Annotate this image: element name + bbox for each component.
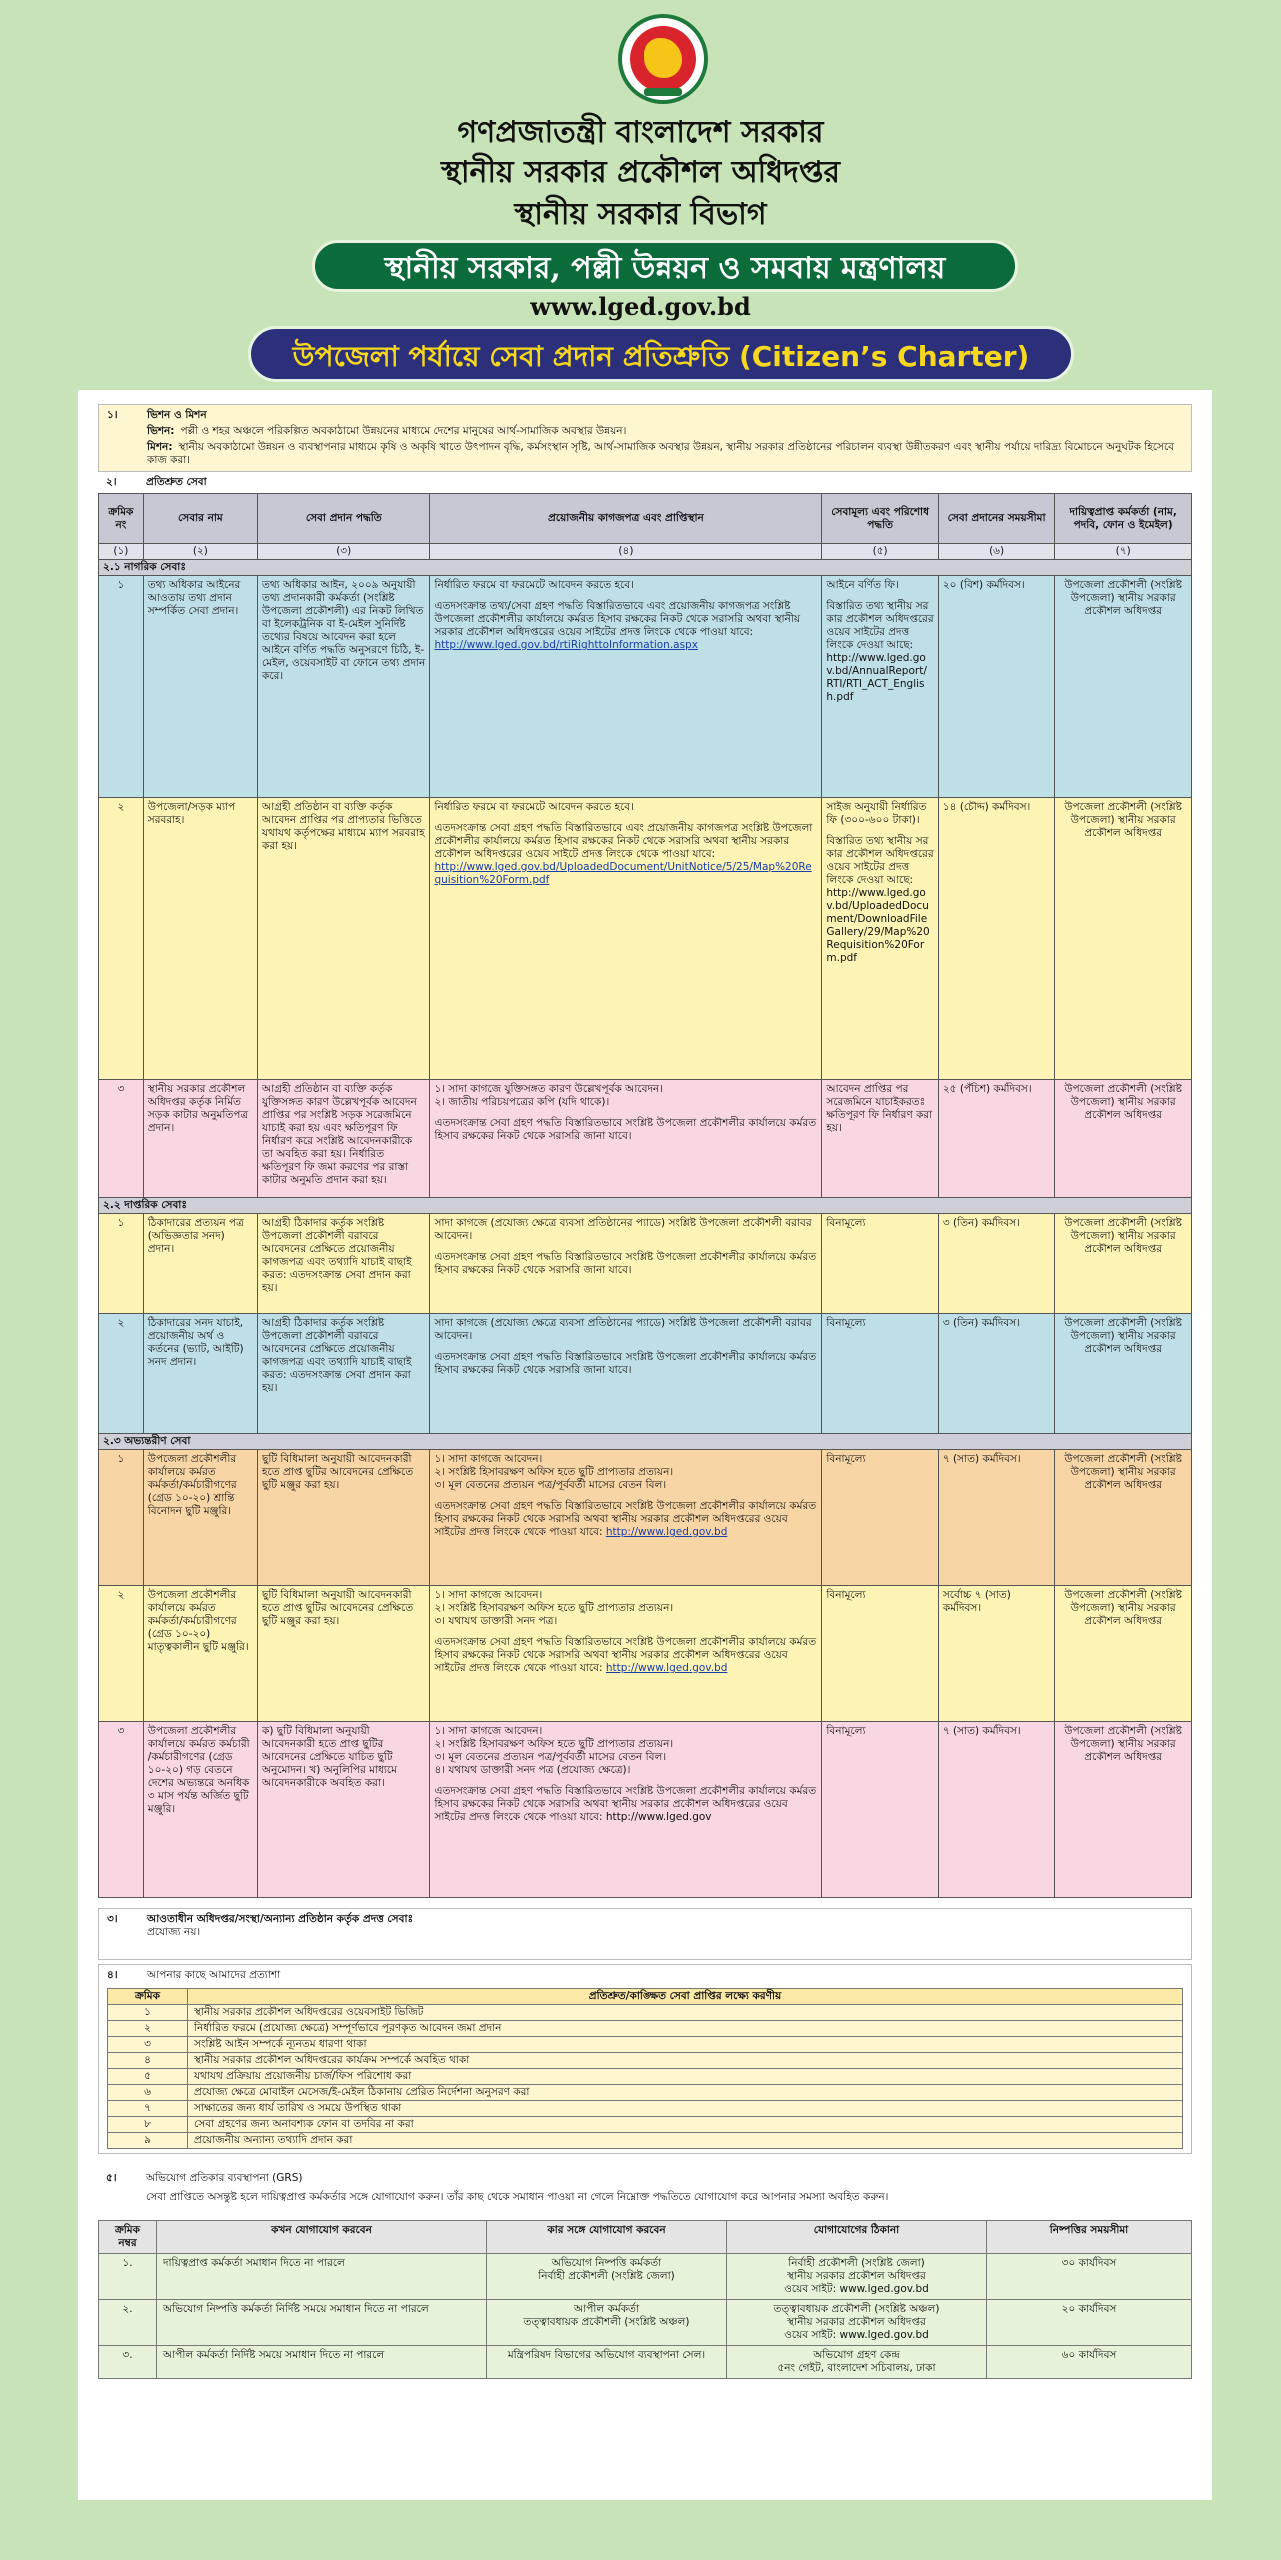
service-time: ২০ (বিশ) কর্মদিবস। [938, 576, 1054, 798]
section-title: আওতাধীন অধিদপ্তর/সংস্থা/অন্যান্য প্রতিষ্ঠান কর্তৃক প্রদত্ত সেবাঃ [147, 1913, 414, 1925]
contact-role-detail: নির্বাহী প্রকৌশলী (সংশ্লিষ্ট জেলা) [538, 2270, 675, 2282]
item-text: সেবা গ্রহণের জন্য অনাবশ্যক ফোন বা তদবির না করা [188, 2117, 1183, 2133]
row-serial: ১ [99, 576, 144, 798]
section-number: ১। [107, 409, 118, 421]
website-link[interactable]: www.lged.gov.bd [530, 292, 751, 321]
map-form-link[interactable]: http://www.lged.gov.bd/UploadedDocument/UnitNotice/5/25/Map%20Requisition%20Form.pdf [434, 861, 812, 886]
col-header: যোগাযোগের ঠিকানা [727, 2221, 987, 2254]
fee-link[interactable]: http://www.lged.gov.bd/AnnualReport/RTI/RTI_ACT_English.pdf [826, 652, 927, 703]
item-number: ৬ [108, 2085, 188, 2101]
docs-line: ৩। যথাযথ ডাক্তারী সনদ পত্র। [434, 1615, 558, 1627]
service-docs [430, 1080, 822, 1198]
category-row [99, 1198, 1192, 1214]
item-number: ৯ [108, 2133, 188, 2149]
row-serial: ২ [99, 1586, 144, 1722]
government-title: গণপ্রজাতন্ত্রী বাংলাদেশ সরকার [457, 115, 824, 150]
emblem-map-icon [644, 38, 682, 78]
service-docs [430, 1586, 822, 1722]
responsible-officer: উপজেলা প্রকৌশলী (সংশ্লিষ্ট উপজেলা) স্থানীয় সরকার প্রকৌশল অধিদপ্তর [1055, 1314, 1192, 1434]
resolution-time: ৩০ কার্যদিবস [987, 2254, 1192, 2300]
docs-line: ১। সাদা কাগজে যুক্তিসঙ্গত কারণ উল্লেখপূর্বক আবেদন। [434, 1083, 663, 1095]
expectations-table [107, 1988, 1183, 2149]
list-item [108, 2085, 1183, 2101]
service-name: স্থানীয় সরকার প্রকৌশল অধিদপ্তর কর্তৃক নির্মিত সড়ক কাটার অনুমতিপত্র প্রদান। [143, 1080, 257, 1198]
item-number: ৪ [108, 2053, 188, 2069]
item-number: ২ [108, 2021, 188, 2037]
mission-line [107, 441, 1183, 467]
row-serial: ৩ [99, 1080, 144, 1198]
docs-line: এতদসংক্রান্ত তথ্য/সেবা গ্রহণ পদ্ধতি বিস্তারিতভাবে এবং প্রয়োজনীয় কাগজপত্র সংশ্লিষ্ট উপজেলা প্রকৌশলীর কার্যালয়ে কর্মরত হিসাব রক্ষকের নিকট থেকে সরাসরি অথবা স্থানীয় সরকার প্রকৌশল অধিদপ্তরের ওয়েব সাইটের প্রদত্ত লিংকে থেকে পাওয়া যাবে: [434, 600, 801, 638]
grievance-section [98, 2168, 1192, 2220]
citizen-charter-banner: উপজেলা পর্যায়ে সেবা প্রদান প্রতিশ্রুতি (Citizen’s Charter) [248, 326, 1074, 382]
item-number: ৮ [108, 2117, 188, 2133]
ministry-banner: স্থানীয় সরকার, পল্লী উন্নয়ন ও সমবায় মন্ত্রণালয় [312, 240, 1018, 292]
docs-line: এতদসংক্রান্ত সেবা গ্রহণ পদ্ধতি বিস্তারিতভাবে এবং প্রয়োজনীয় কাগজপত্র সংশ্লিষ্ট উপজেলা প্রকৌশলীর কার্যালয়ে কর্মরত হিসাব রক্ষকের নিকট থেকে সরাসরি অথবা স্থানীয় সরকার প্রকৌশল অধিদপ্তরের ওয়েব সাইটে প্রদত্ত লিংকে থেকে পাওয়া যাবে: [434, 822, 813, 860]
col-header: প্রয়োজনীয় কাগজপত্র এবং প্রাপ্তিস্থান [430, 494, 822, 544]
resolution-time: ২০ কার্যদিবস [987, 2300, 1192, 2346]
item-text: নির্ধারিত ফরমে (প্রযোজ্য ক্ষেত্রে) সম্পূর্ণভাবে পূরণকৃত আবেদন জমা প্রদান [188, 2021, 1183, 2037]
service-method: আগ্রহী প্রতিষ্ঠান বা ব্যক্তি কর্তৃক যুক্তিসঙ্গত কারণ উল্লেখপূর্বক আবেদন প্রাপ্তির পর সংশ্লিষ্ট সড়ক সরেজমিনে যাচাই করা হয় এবং ক্ষতিপূরণ ফি নির্ধারণ করে সংশ্লিষ্ট আবেদনকারীকে তা অবহিত করা হয়। নির্ধারিত ক্ষতিপূরণ ফি জমা করণের পর রাস্তা কাটার অনুমতি প্রদান করা হয়। [258, 1080, 430, 1198]
responsible-officer: উপজেলা প্রকৌশলী (সংশ্লিষ্ট উপজেলা) স্থানীয় সরকার প্রকৌশল অধিদপ্তর [1055, 1722, 1192, 1898]
docs-line: ৩। মূল বেতনের প্রত্যয়ন পত্র/পূর্ববর্তী মাসের বেতন বিল। [434, 1479, 667, 1491]
service-docs [430, 1450, 822, 1586]
vision-mission-section [98, 404, 1192, 472]
item-text: সংশ্লিষ্ট আইন সম্পর্কে ন্যূনতম ধারণা থাকা [188, 2037, 1183, 2053]
contact-address [727, 2346, 987, 2379]
responsible-officer: উপজেলা প্রকৌশলী (সংশ্লিষ্ট উপজেলা) স্থানীয় সরকার প্রকৌশল অধিদপ্তর [1055, 576, 1192, 798]
docs-line: এতদসংক্রান্ত সেবা গ্রহণ পদ্ধতি বিস্তারিতভাবে সংশ্লিষ্ট উপজেলা প্রকৌশলীর কার্যালয়ে কর্মরত হিসাব রক্ষকের নিকট থেকে সরাসরি জানা যাবে। [434, 1351, 817, 1376]
whom-to-contact [487, 2346, 727, 2379]
when-to-contact: আপীল কর্মকর্তা নির্দিষ্ট সময়ে সমাধান দিতে না পারলে [157, 2346, 487, 2379]
vision-line [107, 425, 1183, 438]
docs-line: এতদসংক্রান্ত সেবা গ্রহণ পদ্ধতি বিস্তারিতভাবে সংশ্লিষ্ট উপজেলা প্রকৌশলীর কার্যালয়ে কর্মরত হিসাব রক্ষকের নিকট থেকে সরাসরি অথবা স্থানীয় সরকার প্রকৌশল অধিদপ্তরের ওয়েব সাইটের প্রদত্ত লিংকে থেকে পাওয়া যাবে: [434, 1500, 817, 1538]
category-label: ২.২ দাপ্তরিক সেবাঃ [99, 1198, 1192, 1214]
docs-line: ২। সংশ্লিষ্ট হিসাবরক্ষণ অফিস হতে ছুটি প্রাপ্যতার প্রত্যয়ন। [434, 1466, 674, 1478]
list-item [108, 2021, 1183, 2037]
col-header: সেবামূল্য এবং পরিশোধ পদ্ধতি [822, 494, 938, 544]
when-to-contact: অভিযোগ নিষ্পত্তি কর্মকর্তা নির্দিষ্ট সময়ে সমাধান দিতে না পারলে [157, 2300, 487, 2346]
item-number: ১ [108, 2005, 188, 2021]
category-row [99, 1434, 1192, 1450]
col-header: সেবা প্রদানের সময়সীমা [938, 494, 1054, 544]
service-method: তথ্য অধিকার আইন, ২০০৯ অনুযায়ী তথ্য প্রদানকারী কর্মকর্তা (সংশ্লিষ্ট উপজেলা প্রকৌশলী) এর নিকট লিখিত বা ইলেকট্রনিক বা ই-মেইল সুনির্দিষ্ট তথ্যের বিষয়ে আবেদন করা হলে আইনে বর্ণিত পদ্ধতি অনুসরণে চিঠি, ই-মেইল, ওয়েবসাইট বা ফোনে তথ্য প্রদান করে। [258, 576, 430, 798]
fee-line: আইনে বর্ণিত ফি। [826, 579, 899, 591]
col-number: (৭) [1055, 544, 1192, 560]
category-row [99, 560, 1192, 576]
contact-role: অভিযোগ নিষ্পত্তি কর্মকর্তা [551, 2257, 662, 2269]
item-text: যথাযথ প্রক্রিয়ায় প্রয়োজনীয় চার্জ/ফিস পরিশোধ করা [188, 2069, 1183, 2085]
service-docs [430, 1722, 822, 1898]
row-serial: ৩ [99, 1722, 144, 1898]
service-fee: বিনামূল্যে [822, 1586, 938, 1722]
service-table [98, 493, 1192, 1898]
table-row [99, 1450, 1192, 1586]
service-name: ঠিকাদারের প্রত্যয়ন পত্র (অভিজ্ঞতার সনদ) প্রদান। [143, 1214, 257, 1314]
table-row [99, 576, 1192, 798]
page-header [0, 0, 1281, 388]
service-name: ঠিকাদারের সনদ যাচাই, প্রয়োজনীয় অর্থ ও কর্তনের (ভ্যাট, আইটি) সনদ প্রদান। [143, 1314, 257, 1434]
list-item [108, 2053, 1183, 2069]
docs-line: সাদা কাগজে (প্রযোজ্য ক্ষেত্রে ব্যবসা প্রতিষ্ঠানের প্যাডে) সংশ্লিষ্ট উপজেলা প্রকৌশলী বরাবর আবেদন। [434, 1217, 812, 1242]
col-header: সেবা প্রদান পদ্ধতি [258, 494, 430, 544]
service-method: ক) ছুটি বিধিমালা অনুযায়ী আবেদনকারী হতে প্রাপ্ত ছুটির আবেদনের প্রেক্ষিতে যাচিত ছুটি অনুমোদন। খ) অনুলিপির মাধ্যমে আবেদনকারীকে অবহিত করা। [258, 1722, 430, 1898]
col-number: (৪) [430, 544, 822, 560]
table-row [99, 798, 1192, 1080]
address-line: তত্ত্বাবধায়ক প্রকৌশলী (সংশ্লিষ্ট অঞ্চল) [773, 2303, 940, 2315]
row-serial: ২ [99, 798, 144, 1080]
col-number: (১) [99, 544, 144, 560]
responsible-officer: উপজেলা প্রকৌশলী (সংশ্লিষ্ট উপজেলা) স্থানীয় সরকার প্রকৌশল অধিদপ্তর [1055, 798, 1192, 1080]
responsible-officer: উপজেলা প্রকৌশলী (সংশ্লিষ্ট উপজেলা) স্থানীয় সরকার প্রকৌশল অধিদপ্তর [1055, 1080, 1192, 1198]
service-table-header [99, 494, 1192, 544]
service-fee: বিনামূল্যে [822, 1314, 938, 1434]
list-item [108, 2133, 1183, 2149]
table-row [99, 1080, 1192, 1198]
division-title: স্থানীয় সরকার বিভাগ [514, 197, 767, 232]
service-time: ৩ (তিন) কর্মদিবস। [938, 1214, 1054, 1314]
section-title: প্রতিশ্রুত সেবা [146, 476, 207, 488]
responsible-officer: উপজেলা প্রকৌশলী (সংশ্লিষ্ট উপজেলা) স্থানীয় সরকার প্রকৌশল অধিদপ্তর [1055, 1450, 1192, 1586]
section-number: ২। [106, 476, 117, 488]
section-number: ৩। [107, 1913, 118, 1925]
docs-line: ৩। মূল বেতনের প্রত্যয়ন পত্র/পূর্ববর্তী মাসের বেতন বিল। [434, 1751, 667, 1763]
table-row [99, 1586, 1192, 1722]
list-item [108, 2069, 1183, 2085]
service-docs [430, 1314, 822, 1434]
row-serial: ১ [99, 1450, 144, 1586]
address-line: নির্বাহী প্রকৌশলী (সংশ্লিষ্ট জেলা) [788, 2257, 925, 2269]
vision-text: পল্লী ও শহর অঞ্চলে পরিকল্পিত অবকাঠামো উন্নয়নের মাধ্যমে দেশের মানুষের আর্থ-সামাজিক অবস্থার উন্নয়ন। [180, 425, 627, 437]
item-text: প্রযোজ্য ক্ষেত্রে মোবাইল মেসেজ/ই-মেইল ঠিকানায় প্রেরিত নির্দেশনা অনুসরণ করা [188, 2085, 1183, 2101]
service-method: আগ্রহী ঠিকাদার কর্তৃক সংশ্লিষ্ট উপজেলা প্রকৌশলী বরাবরে আবেদনের প্রেক্ষিতে প্রয়োজনীয় কাগজপত্র এবং তথ্যাদি যাচাই বাছাই করত: এতদসংক্রান্ত সেবা প্রদান করা হয়। [258, 1314, 430, 1434]
item-text: স্থানীয় সরকার প্রকৌশল অধিদপ্তরের ওয়েবসাইট ভিজিট [188, 2005, 1183, 2021]
service-time: ৭ (সাত) কর্মদিবস। [938, 1722, 1054, 1898]
col-number: (২) [143, 544, 257, 560]
docs-line: ৪। যথাযথ ডাক্তারী সনদ পত্র (প্রযোজ্য ক্ষেত্রে)। [434, 1764, 631, 1776]
fee-line: সাইজ অনুযায়ী নির্ধারিত ফি (৩০০-৬০০ টাকা)। [826, 801, 927, 826]
address-line: স্থানীয় সরকার প্রকৌশল অধিদপ্তর [787, 2270, 926, 2282]
contact-address [727, 2254, 987, 2300]
department-title: স্থানীয় সরকার প্রকৌশল অধিদপ্তর [441, 155, 840, 190]
service-method: ছুটি বিধিমালা অনুযায়ী আবেদনকারী হতে প্রাপ্ত ছুটির আবেদনের প্রেক্ষিতে ছুটি মঞ্জুর করা হয়। [258, 1450, 430, 1586]
service-name: উপজেলা প্রকৌশলীর কার্যালয়ে কর্মরত কর্মচারী /কর্মচারীগণের (গ্রেড ১০-২০) গড় বেতনে দেশের অভ্যন্তরে অনধিক ৩ মাস পর্যন্ত অর্জিত ছুটি মঞ্জুরি। [143, 1722, 257, 1898]
charter-document [78, 390, 1212, 2500]
item-number: ৩ [108, 2037, 188, 2053]
col-header: ক্রমিক [108, 1989, 188, 2005]
col-number: (৩) [258, 544, 430, 560]
list-item [108, 2037, 1183, 2053]
service-name: উপজেলা/সড়ক ম্যাপ সরবরাহ। [143, 798, 257, 1080]
service-time: ৭ (সাত) কর্মদিবস। [938, 1450, 1054, 1586]
service-fee: বিনামূল্যে [822, 1214, 938, 1314]
fee-link[interactable]: http://www.lged.gov.bd/UploadedDocument/DownloadFileGallery/29/Map%20Requisition%20Form.pdf [826, 887, 930, 964]
service-docs [430, 798, 822, 1080]
list-item [108, 2101, 1183, 2117]
docs-line: এতদসংক্রান্ত সেবা গ্রহণ পদ্ধতি বিস্তারিতভাবে সংশ্লিষ্ট উপজেলা প্রকৌশলীর কার্যালয়ে কর্মরত হিসাব রক্ষকের নিকট থেকে সরাসরি অথবা স্থানীয় সরকার প্রকৌশল অধিদপ্তরের ওয়েব সাইটের প্রদত্ত লিংকে থেকে পাওয়া যাবে: [434, 1785, 817, 1823]
col-number: (৫) [822, 544, 938, 560]
table-row [99, 2346, 1192, 2379]
lged-link[interactable]: http://www.lged.gov.bd [605, 1662, 728, 1674]
contact-address [727, 2300, 987, 2346]
docs-line: ১। সাদা কাগজে আবেদন। [434, 1589, 543, 1601]
item-number: ৫ [108, 2069, 188, 2085]
service-time: সর্বোচ্চ ৭ (সাত) কর্মদিবস। [938, 1586, 1054, 1722]
category-label: ২.৩ অভ্যন্তরীণ সেবা [99, 1434, 1192, 1450]
docs-line: ২। সংশ্লিষ্ট হিসাবরক্ষণ অফিস হতে ছুটি প্রাপ্যতার প্রত্যয়ন। [434, 1738, 674, 1750]
address-line: ৫নং গেইট, বাংলাদেশ সচিবালয়, ঢাকা [777, 2362, 936, 2374]
col-header: দায়িত্বপ্রাপ্ত কর্মকর্তা (নাম, পদবি, ফোন ও ইমেইল) [1055, 494, 1192, 544]
col-header: কার সঙ্গে যোগাযোগ করবেন [487, 2221, 727, 2254]
service-fee: বিনামূল্যে [822, 1450, 938, 1586]
fee-line: বিস্তারিত তথ্য স্থানীয় সরকার প্রকৌশল অধিদপ্তরের ওয়েব সাইটের প্রদত্ত লিংকে দেওয়া আছে: [826, 600, 934, 651]
service-method: আগ্রহী ঠিকাদার কর্তৃক সংশ্লিষ্ট উপজেলা প্রকৌশলী বরাবরে আবেদনের প্রেক্ষিতে প্রয়োজনীয় কাগজপত্র এবং তথ্যাদি যাচাই বাছাই করত: এতদসংক্রান্ত সেবা প্রদান করা হয়। [258, 1214, 430, 1314]
section-title: ভিশন ও মিশন [147, 409, 207, 421]
section-body: প্রযোজ্য নয়। [147, 1926, 201, 1938]
row-serial: ২. [99, 2300, 157, 2346]
docs-line: এতদসংক্রান্ত সেবা গ্রহণ পদ্ধতি বিস্তারিতভাবে সংশ্লিষ্ট উপজেলা প্রকৌশলীর কার্যালয়ে কর্মরত হিসাব রক্ষকের নিকট থেকে সরাসরি অথবা স্থানীয় সরকার প্রকৌশল অধিদপ্তরের ওয়েব সাইটের প্রদত্ত লিংকে থেকে পাওয়া যাবে: [434, 1636, 817, 1674]
col-header: ক্রমিক নং [99, 494, 144, 544]
row-serial: ১ [99, 1214, 144, 1314]
responsible-officer: উপজেলা প্রকৌশলী (সংশ্লিষ্ট উপজেলা) স্থানীয় সরকার প্রকৌশল অধিদপ্তর [1055, 1214, 1192, 1314]
section-title: অভিযোগ প্রতিকার ব্যবস্থাপনা (GRS) [146, 2172, 303, 2184]
category-label: ২.১ নাগরিক সেবাঃ [99, 560, 1192, 576]
service-fee [822, 576, 938, 798]
subordinate-services-section [98, 1908, 1192, 1960]
contact-role: মন্ত্রিপরিষদ বিভাগের অভিযোগ ব্যবস্থাপনা সেল। [507, 2349, 706, 2361]
resolution-time: ৬০ কার্যদিবস [987, 2346, 1192, 2379]
service-time: ১৪ (চৌদ্দ) কর্মদিবস। [938, 798, 1054, 1080]
contact-role-detail: তত্ত্বাবধায়ক প্রকৌশলী (সংশ্লিষ্ট অঞ্চল) [523, 2316, 690, 2328]
docs-line: সাদা কাগজে (প্রযোজ্য ক্ষেত্রে ব্যবসা প্রতিষ্ঠানের প্যাডে) সংশ্লিষ্ট উপজেলা প্রকৌশলী বরাবর আবেদন। [434, 1317, 812, 1342]
responsible-officer: উপজেলা প্রকৌশলী (সংশ্লিষ্ট উপজেলা) স্থানীয় সরকার প্রকৌশল অধিদপ্তর [1055, 1586, 1192, 1722]
list-item [108, 2117, 1183, 2133]
service-fee: বিনামূল্যে [822, 1722, 938, 1898]
item-text: স্থানীয় সরকার প্রকৌশল অধিদপ্তরের কার্যক্রম সম্পর্কে অবহিত থাকা [188, 2053, 1183, 2069]
service-method: ছুটি বিধিমালা অনুযায়ী আবেদনকারী হতে প্রাপ্ত ছুটির আবেদনের প্রেক্ষিতে ছুটি মঞ্জুর করা হয়। [258, 1586, 430, 1722]
grievance-intro: সেবা প্রাপ্তিতে অসন্তুষ্ট হলে দায়িত্বপ্রাপ্ত কর্মকর্তার সঙ্গে যোগাযোগ করুন। তাঁর কাছ থেকে সমাধান পাওয়া না গেলে নিম্নোক্ত পদ্ধতিতে যোগাযোগ করে আপনার সমস্যা অবহিত করুন। [146, 2191, 889, 2203]
vision-key: ভিশন: [147, 425, 175, 437]
service-time: ৩ (তিন) কর্মদিবস। [938, 1314, 1054, 1434]
grievance-table [98, 2220, 1192, 2379]
row-serial: ৩. [99, 2346, 157, 2379]
col-header: ক্রমিক নম্বর [99, 2221, 157, 2254]
item-text: প্রয়োজনীয় অন্যান্য তথ্যাদি প্রদান করা [188, 2133, 1183, 2149]
service-name: উপজেলা প্রকৌশলীর কার্যালয়ে কর্মরত কর্মকর্তা/কর্মচারীগণের (গ্রেড ১০-২০) শ্রান্তি বিনোদন ছুটি মঞ্জুরি। [143, 1450, 257, 1586]
docs-line: এতদসংক্রান্ত সেবা গ্রহণ পদ্ধতি বিস্তারিতভাবে সংশ্লিষ্ট উপজেলা প্রকৌশলীর কার্যালয়ে কর্মরত হিসাব রক্ষকের নিকট থেকে সরাসরি জানা যাবে। [434, 1251, 817, 1276]
table-row [99, 1314, 1192, 1434]
col-header: প্রতিশ্রুত/কাঙ্ক্ষিত সেবা প্রাপ্তির লক্ষ্যে করণীয় [188, 1989, 1183, 2005]
service-method: আগ্রহী প্রতিষ্ঠান বা ব্যক্তি কর্তৃক আবেদন প্রাপ্তির পর প্রাপ্যতার ভিত্তিতে যথাযথ কর্তৃপক্ষের মাধ্যমে ম্যাপ সরবরাহ করা হয়। [258, 798, 430, 1080]
service-docs [430, 576, 822, 798]
service-time: ২৫ (পঁচিশ) কর্মদিবস। [938, 1080, 1054, 1198]
service-fee [822, 798, 938, 1080]
lged-link[interactable]: http://www.lged.gov.bd [605, 1526, 728, 1538]
fee-line: বিস্তারিত তথ্য স্থানীয় সরকার প্রকৌশল অধিদপ্তরের ওয়েব সাইটের প্রদত্ত লিংকে দেওয়া আছে: [826, 835, 934, 886]
docs-line: ১। সাদা কাগজে আবেদন। [434, 1453, 543, 1465]
col-header: সেবার নাম [143, 494, 257, 544]
docs-line: ২। জাতীয় পরিচয়পত্রের কপি (যদি থাকে)। [434, 1096, 610, 1108]
mission-key: মিশন: [147, 441, 173, 453]
section-title: আপনার কাছে আমাদের প্রত্যাশা [147, 1969, 281, 1981]
address-website[interactable]: ওয়েব সাইট: www.lged.gov.bd [784, 2283, 929, 2295]
row-serial: ১. [99, 2254, 157, 2300]
docs-line: ২। সংশ্লিষ্ট হিসাবরক্ষণ অফিস হতে ছুটি প্রাপ্যতার প্রত্যয়ন। [434, 1602, 674, 1614]
section-number: ৫। [106, 2172, 117, 2184]
col-number: (৬) [938, 544, 1054, 560]
when-to-contact: দায়িত্বপ্রাপ্ত কর্মকর্তা সমাধান দিতে না পারলে [157, 2254, 487, 2300]
table-row [99, 1722, 1192, 1898]
whom-to-contact [487, 2254, 727, 2300]
row-serial: ২ [99, 1314, 144, 1434]
whom-to-contact [487, 2300, 727, 2346]
service-fee: আবেদন প্রাপ্তির পর সরেজমিনে যাচাইকরতঃ ক্ষতিপূরণ ফি নির্ধারণ করা হয়। [822, 1080, 938, 1198]
emblem-ribbon [644, 88, 682, 96]
service-name: উপজেলা প্রকৌশলীর কার্যালয়ে কর্মরত কর্মকর্তা/কর্মচারীগণের (গ্রেড ১০-২০) মাতৃত্বকালীন ছুটি মঞ্জুরি। [143, 1586, 257, 1722]
service-name: তথ্য অধিকার আইনের আওতায় তথ্য প্রদান সম্পর্কিত সেবা প্রদান। [143, 576, 257, 798]
section-number: ৪। [107, 1969, 118, 1981]
service-docs [430, 1214, 822, 1314]
docs-line: এতদসংক্রান্ত সেবা গ্রহণ পদ্ধতি বিস্তারিতভাবে সংশ্লিষ্ট উপজেলা প্রকৌশলীর কার্যালয়ে কর্মরত হিসাব রক্ষকের নিকট থেকে সরাসরি জানা যাবে। [434, 1117, 817, 1142]
item-text: সাক্ষাতের জন্য ধার্য তারিখ ও সময়ে উপস্থিত থাকা [188, 2101, 1183, 2117]
col-header: নিষ্পত্তির সময়সীমা [987, 2221, 1192, 2254]
address-line: অভিযোগ গ্রহণ কেন্দ্র [813, 2349, 900, 2361]
contact-role: আপীল কর্মকর্তা [574, 2303, 639, 2315]
column-number-row [99, 544, 1192, 560]
docs-line: ১। সাদা কাগজে আবেদন। [434, 1725, 543, 1737]
services-section-heading [98, 472, 1192, 493]
rti-link[interactable]: http://www.lged.gov.bd/rtiRighttoInformation.aspx [434, 639, 698, 651]
address-line: স্থানীয় সরকার প্রকৌশল অধিদপ্তর [787, 2316, 926, 2328]
table-row [99, 1214, 1192, 1314]
docs-line: নির্ধারিত ফরমে বা ফরমেটে আবেদন করতে হবে। [434, 579, 634, 591]
mission-text: স্থানীয় অবকাঠামো উন্নয়ন ও ব্যবস্থাপনার মাধ্যমে কৃষি ও অকৃষি খাতে উৎপাদন বৃদ্ধি, কর্মসংস্থান সৃষ্টি, আর্থ-সামাজিক অবস্থার উন্নয়ন, স্থানীয় সরকার প্রতিষ্ঠানের পরিচালন ব্যবস্থা উন্নীতকরণ এবং স্থানীয় পর্যায়ে দারিদ্র্য বিমোচনে অনুঘটক হিসেবে কাজ করা। [147, 441, 1175, 466]
expectations-section [98, 1964, 1192, 2154]
lged-link[interactable]: http://www.lged.gov [605, 1811, 712, 1823]
address-website[interactable]: ওয়েব সাইট: www.lged.gov.bd [784, 2329, 929, 2341]
col-header: কখন যোগাযোগ করবেন [157, 2221, 487, 2254]
table-row [99, 2300, 1192, 2346]
item-number: ৭ [108, 2101, 188, 2117]
list-item [108, 2005, 1183, 2021]
table-row [99, 2254, 1192, 2300]
government-emblem [618, 14, 708, 104]
docs-line: নির্ধারিত ফরমে বা ফরমেটে আবেদন করতে হবে। [434, 801, 634, 813]
